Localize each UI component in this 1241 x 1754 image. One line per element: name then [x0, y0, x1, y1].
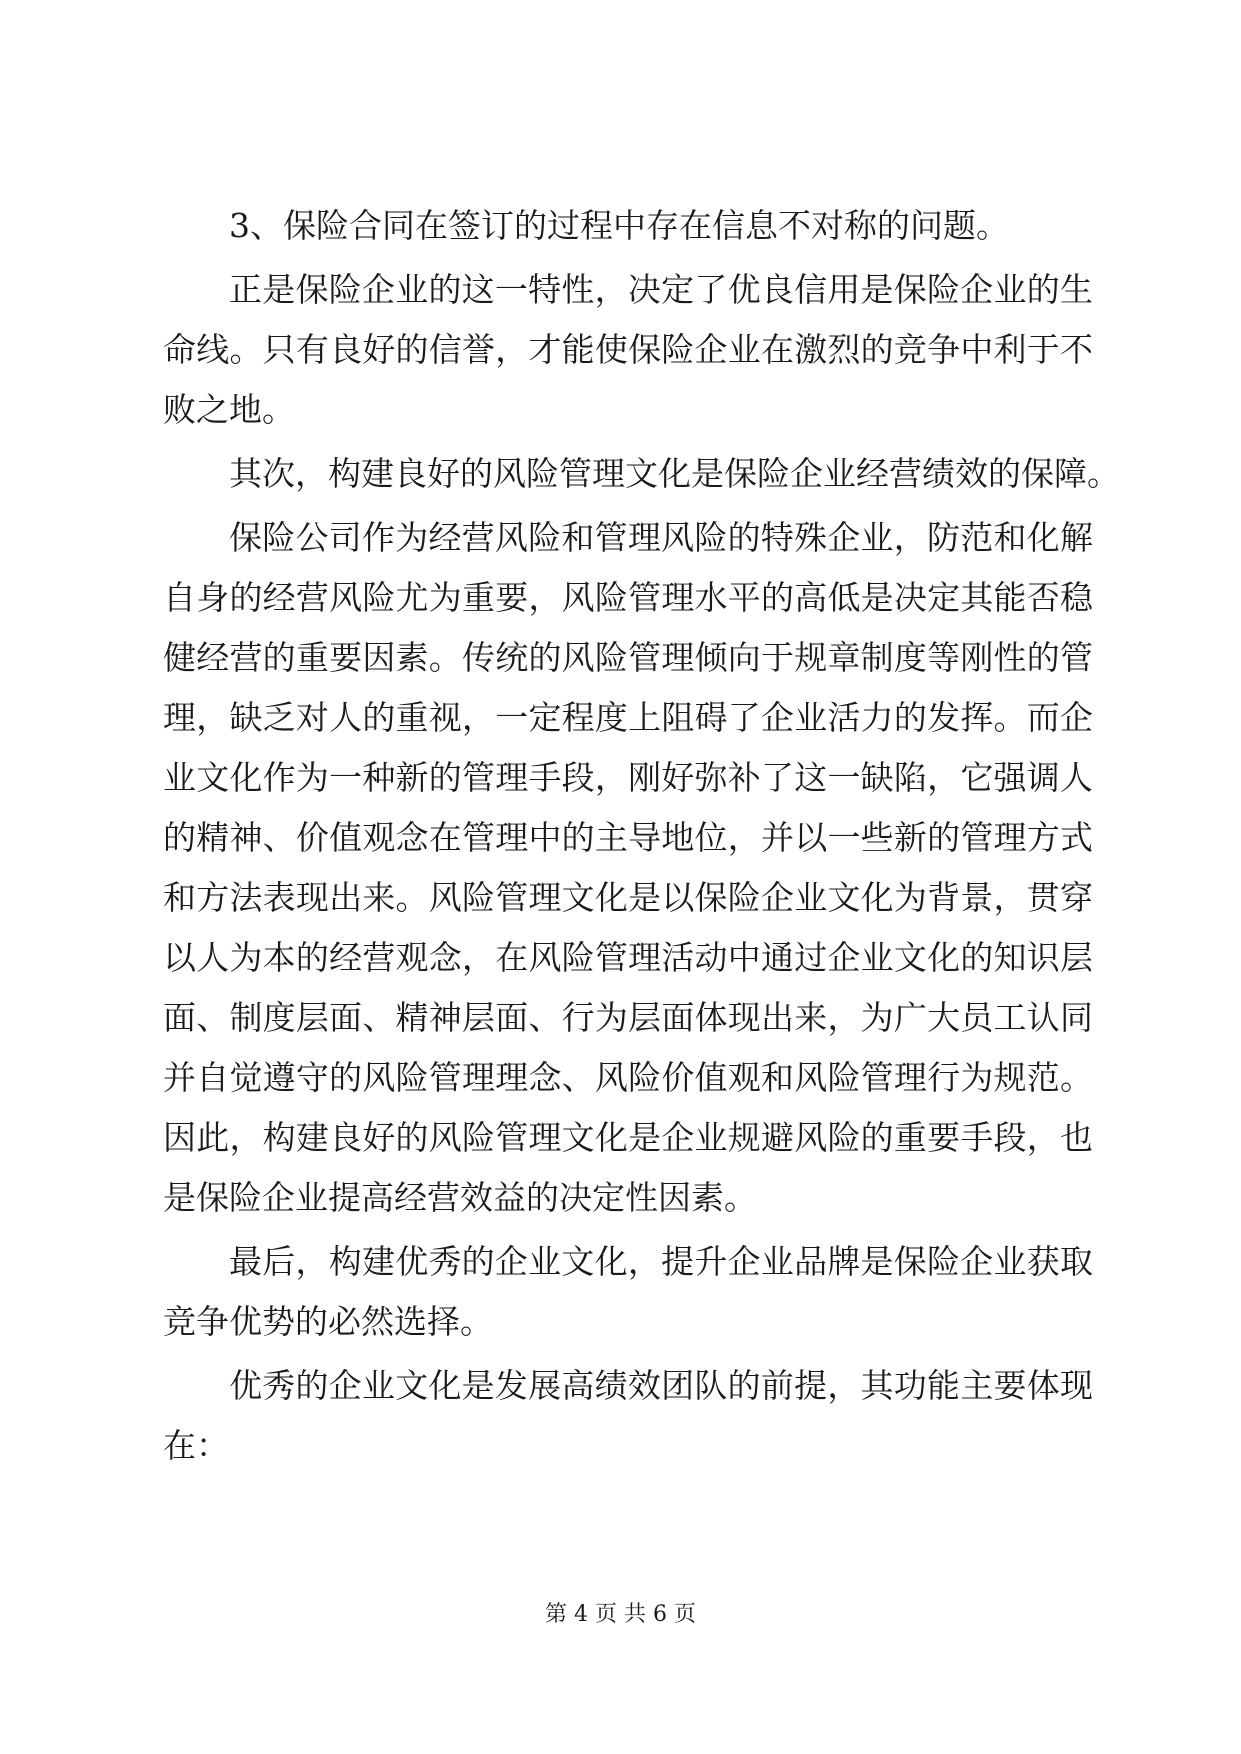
text-line: 的精神、价值观念在管理中的主导地位，并以一些新的管理方式	[163, 818, 1093, 857]
text-line: 竞争优势的必然选择。	[163, 1302, 493, 1341]
text-line: 最后，构建优秀的企业文化，提升企业品牌是保险企业获取	[229, 1242, 1093, 1281]
text-line: 保险公司作为经营风险和管理风险的特殊企业，防范和化解	[229, 518, 1093, 557]
paragraph	[163, 444, 1120, 504]
text-line: 并自觉遵守的风险管理理念、风险价值观和风险管理行为规范。	[163, 1058, 1093, 1097]
document-body	[163, 196, 1120, 1476]
text-line: 业文化作为一种新的管理手段，刚好弥补了这一缺陷，它强调人	[163, 758, 1093, 797]
paragraph	[163, 260, 1093, 440]
paragraph	[163, 1232, 1093, 1352]
text-line: 自身的经营风险尤为重要，风险管理水平的高低是决定其能否稳	[163, 578, 1093, 617]
text-line: 理，缺乏对人的重视，一定程度上阻碍了企业活力的发挥。而企	[163, 698, 1093, 737]
text-line: 以人为本的经营观念，在风险管理活动中通过企业文化的知识层	[163, 938, 1093, 977]
text-line: 面、制度层面、精神层面、行为层面体现出来，为广大员工认同	[163, 998, 1093, 1037]
text-line: 正是保险企业的这一特性，决定了优良信用是保险企业的生	[229, 270, 1093, 309]
text-line: 和方法表现出来。风险管理文化是以保险企业文化为背景，贯穿	[163, 878, 1093, 917]
paragraph	[163, 508, 1093, 1228]
text-line: 其次，构建良好的风险管理文化是保险企业经营绩效的保障。	[229, 454, 1120, 493]
paragraph	[163, 196, 1093, 256]
text-line: 健经营的重要因素。传统的风险管理倾向于规章制度等刚性的管	[163, 638, 1093, 677]
text-line: 在：	[163, 1426, 229, 1465]
text-line: 败之地。	[163, 390, 295, 429]
text-line: 3、保险合同在签订的过程中存在信息不对称的问题。	[229, 206, 1009, 245]
paragraph	[163, 1356, 1093, 1476]
text-line: 是保险企业提高经营效益的决定性因素。	[163, 1178, 757, 1217]
text-line: 命线。只有良好的信誉，才能使保险企业在激烈的竞争中利于不	[163, 330, 1093, 369]
page-number-footer: 第 4 页 共 6 页	[545, 1602, 696, 1627]
text-line: 优秀的企业文化是发展高绩效团队的前提，其功能主要体现	[229, 1366, 1093, 1405]
text-line: 因此，构建良好的风险管理文化是企业规避风险的重要手段，也	[163, 1118, 1093, 1157]
